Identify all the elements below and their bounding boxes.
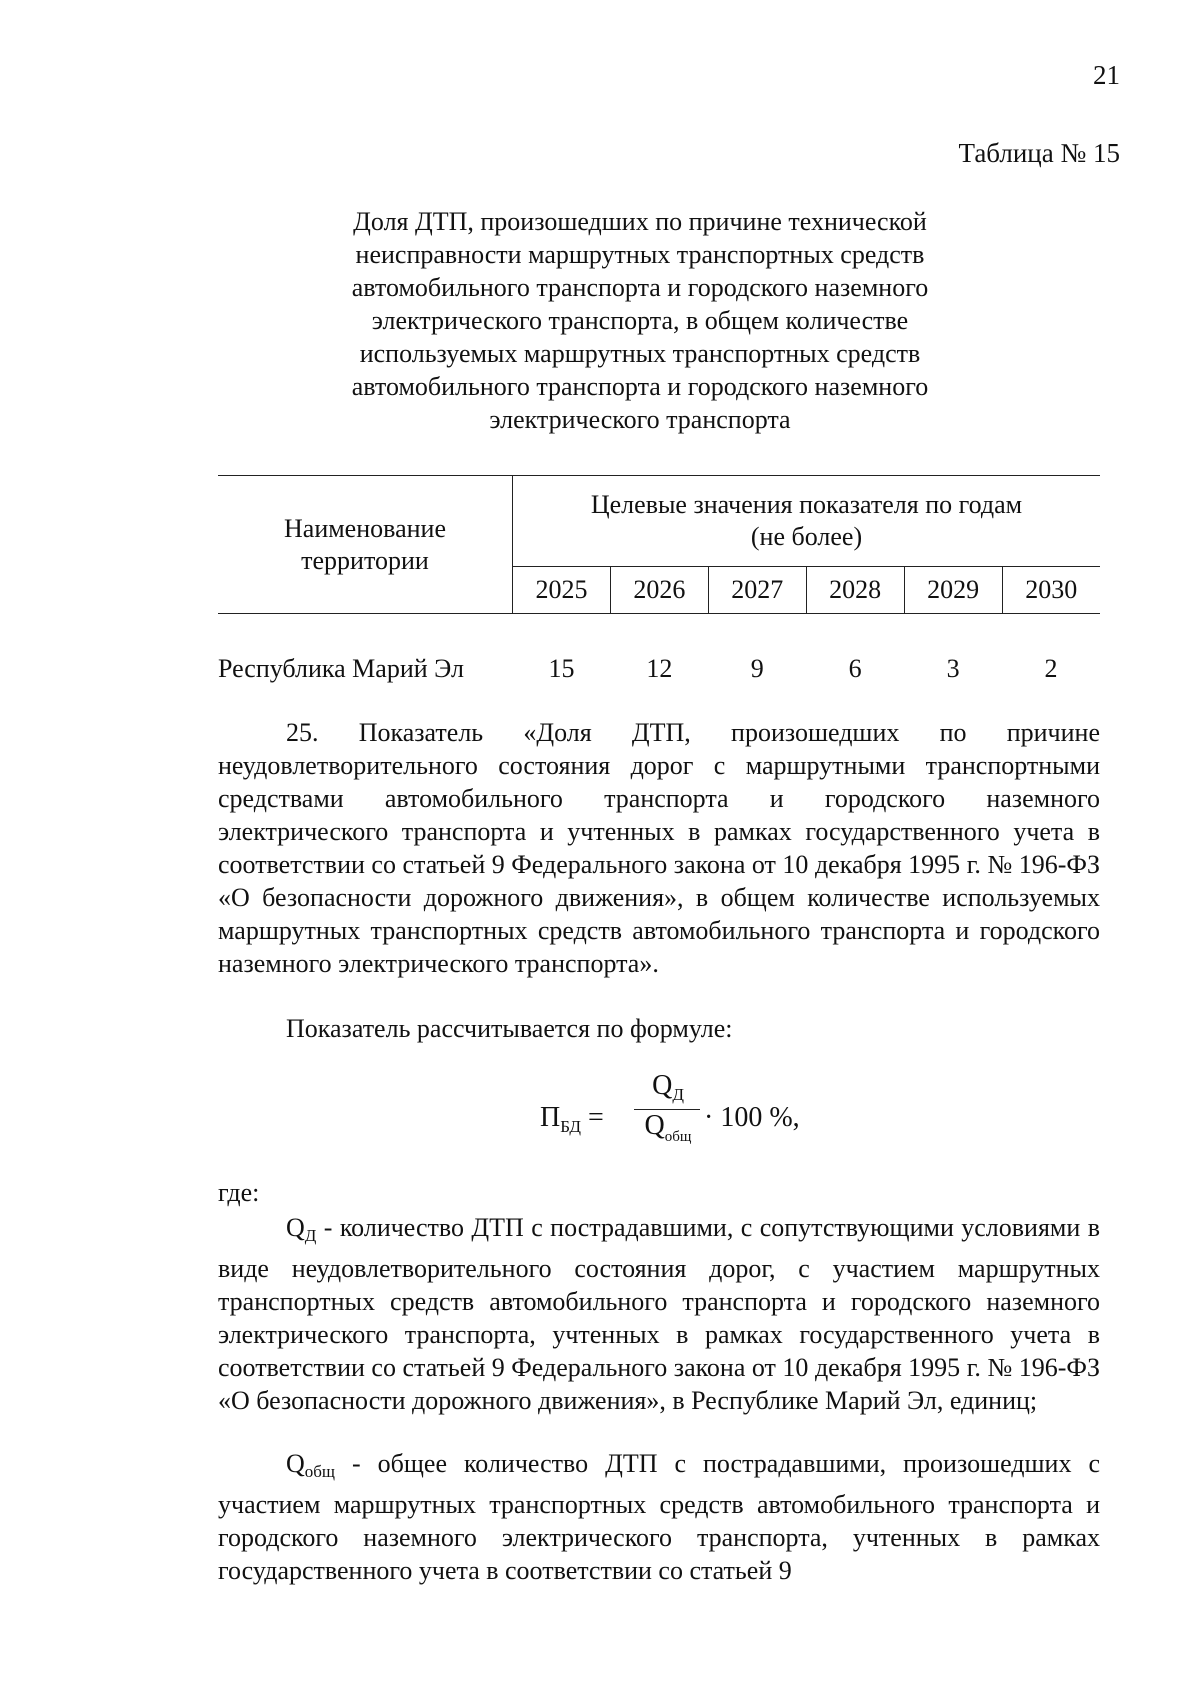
page-number: 21 [1093,60,1120,90]
qd-subscript: Д [304,1226,317,1245]
title-line: электрического транспорта [489,405,791,434]
target-values-table [218,475,1100,702]
formula-numerator [636,1070,700,1105]
table-title [290,205,990,436]
paragraph-25: 25. Показатель «Доля ДТП, произошедших по причине неудовлетворительного состояния дорог с маршрутными транспортными средствами автомобильного транспорта и городского наземного электрического транспорта и учтенных в рамках государственного учета в соответствии со статьей 9 Федерального закона от 10 декабря 1995 г. № 196-ФЗ «О безопасности дорожного движения», в общем количестве используемых маршрутных транспортных средств автомобильного транспорта и городского наземного электрического транспорта». [218,718,1100,978]
title-line: автомобильного транспорта и городского наземного [351,273,929,302]
header-line: территории [301,545,429,575]
title-line: используемых маршрутных транспортных средств [359,339,921,368]
value-cell: 15 [548,654,575,683]
title-line: электрического транспорта, в общем количестве [371,306,909,335]
formula-num-symbol: Q [652,1070,673,1101]
qd-definition [218,1211,1100,1417]
value-cell: 3 [946,654,960,683]
title-line: автомобильного транспорта и городского наземного [351,372,929,401]
qd-symbol: Q [286,1213,305,1242]
spacer-cell [218,614,1100,637]
header-line: Целевые значения показателя по годам [590,490,1023,519]
value-cell: 9 [750,654,764,683]
qobsh-text: - общее количество ДТП с пострадавшими, произошедших с участием маршрутных транспортных средств автомобильного транспорта и городского наземного электрического транспорта, учтенных в рамках государственного учета в соответствии со статьей 9 [218,1449,1100,1585]
title-line: Доля ДТП, произошедших по причине технической [353,207,927,236]
table-header-row [218,476,1100,567]
formula-num-subscript: Д [672,1085,684,1104]
table-spacer-row [218,614,1100,637]
qobsh-definition [218,1447,1100,1587]
year-header: 2029 [904,567,1002,614]
header-line: Наименование [284,513,446,543]
where-label: где: [218,1178,260,1207]
formula [540,1070,860,1160]
formula-denominator [636,1110,700,1146]
value-cell: 6 [848,654,862,683]
formula-multiplier: · 100 %, [704,1102,800,1133]
territory-name-cell: Республика Марий Эл [218,654,464,683]
header-line: (не более) [750,522,863,551]
year-header: 2025 [513,567,611,614]
formula-den-subscript: общ [664,1129,692,1145]
formula-lhs-symbol: П [540,1102,561,1133]
qd-text: - количество ДТП с пострадавшими, с сопутствующими условиями в виде неудовлетворительного состояния дорог, с участием маршрутных транспортных средств автомобильного транспорта и городского наземного электрического транспорта, учтенных в рамках государственного учета в соответствии со статьей 9 Федерального закона от 10 декабря 1995 г. № 196-ФЗ «О безопасности дорожного движения», в Республике Марий Эл, единиц; [218,1213,1100,1415]
table-label: Таблица № 15 [958,138,1120,168]
value-cell: 2 [1044,654,1058,683]
title-line: неисправности маршрутных транспортных средств [355,240,925,269]
value-cell: 12 [646,654,673,683]
year-header: 2027 [708,567,806,614]
table-row [218,636,1100,702]
qobsh-symbol: Q [286,1449,305,1478]
formula-lhs [540,1102,604,1137]
territory-column-header [218,476,513,614]
year-header: 2028 [806,567,904,614]
qobsh-subscript: общ [304,1462,336,1481]
formula-equals: = [587,1102,604,1133]
formula-lhs-subscript: БД [560,1117,581,1136]
year-header: 2030 [1002,567,1100,614]
formula-den-symbol: Q [644,1110,665,1141]
years-group-header [513,476,1101,567]
formula-intro: Показатель рассчитывается по формуле: [286,1014,733,1043]
year-header: 2026 [610,567,708,614]
